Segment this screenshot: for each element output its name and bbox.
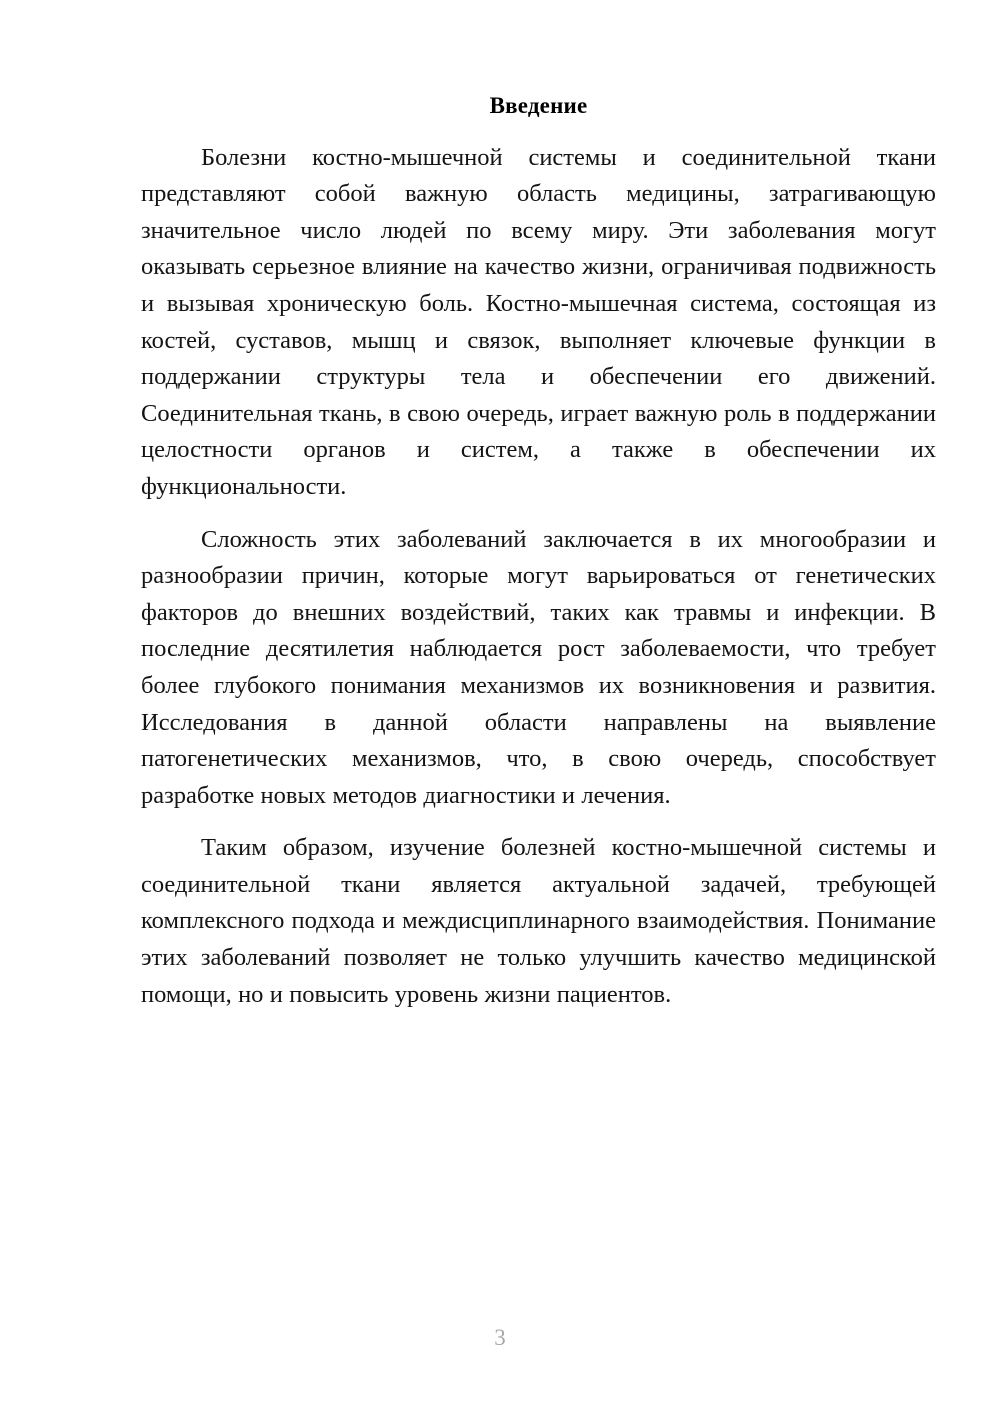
paragraph-2: Сложность этих заболеваний заключается в их многообразии и разнообразии причин, которые могут варьироваться от генетических факторов до внешних воздействий, таких как травмы и инфекции. В последние десятилетия наблюдается рост заболеваемости, что требует более глубокого понимания механизмов их возникновения и развития. Исследования в данной области направлены на выявление патогенетических механизмов, что, в свою очередь, способствует разработке новых методов диагностики и лечения. xyxy=(141,525,936,809)
page-content xyxy=(141,0,936,1013)
paragraph-3: Таким образом, изучение болезней костно-мышечной системы и соединительной ткани является актуальной задачей, требующей комплексного подхода и междисциплинарного взаимодействия. Понимание этих заболеваний позволяет не только улучшить качество медицинской помощи, но и повысить уровень жизни пациентов. xyxy=(141,834,936,1008)
page-number: 3 xyxy=(494,1325,506,1350)
page-title: Введение xyxy=(489,93,588,118)
paragraph-1: Болезни костно-мышечной системы и соединительной ткани представляют собой важную область медицины, затрагивающую значительное число людей по всему миру. Эти заболевания могут оказывать серьезное влияние на качество жизни, ограничивая подвижность и вызывая хроническую боль. Костно-мышечная система, состоящая из костей, суставов, мышц и связок, выполняет ключевые функции в поддержании структуры тела и обеспечении его движений. Соединительная ткань, в свою очередь, играет важную роль в поддержании целостности органов и систем, а также в обеспечении их функциональности. xyxy=(141,143,936,500)
